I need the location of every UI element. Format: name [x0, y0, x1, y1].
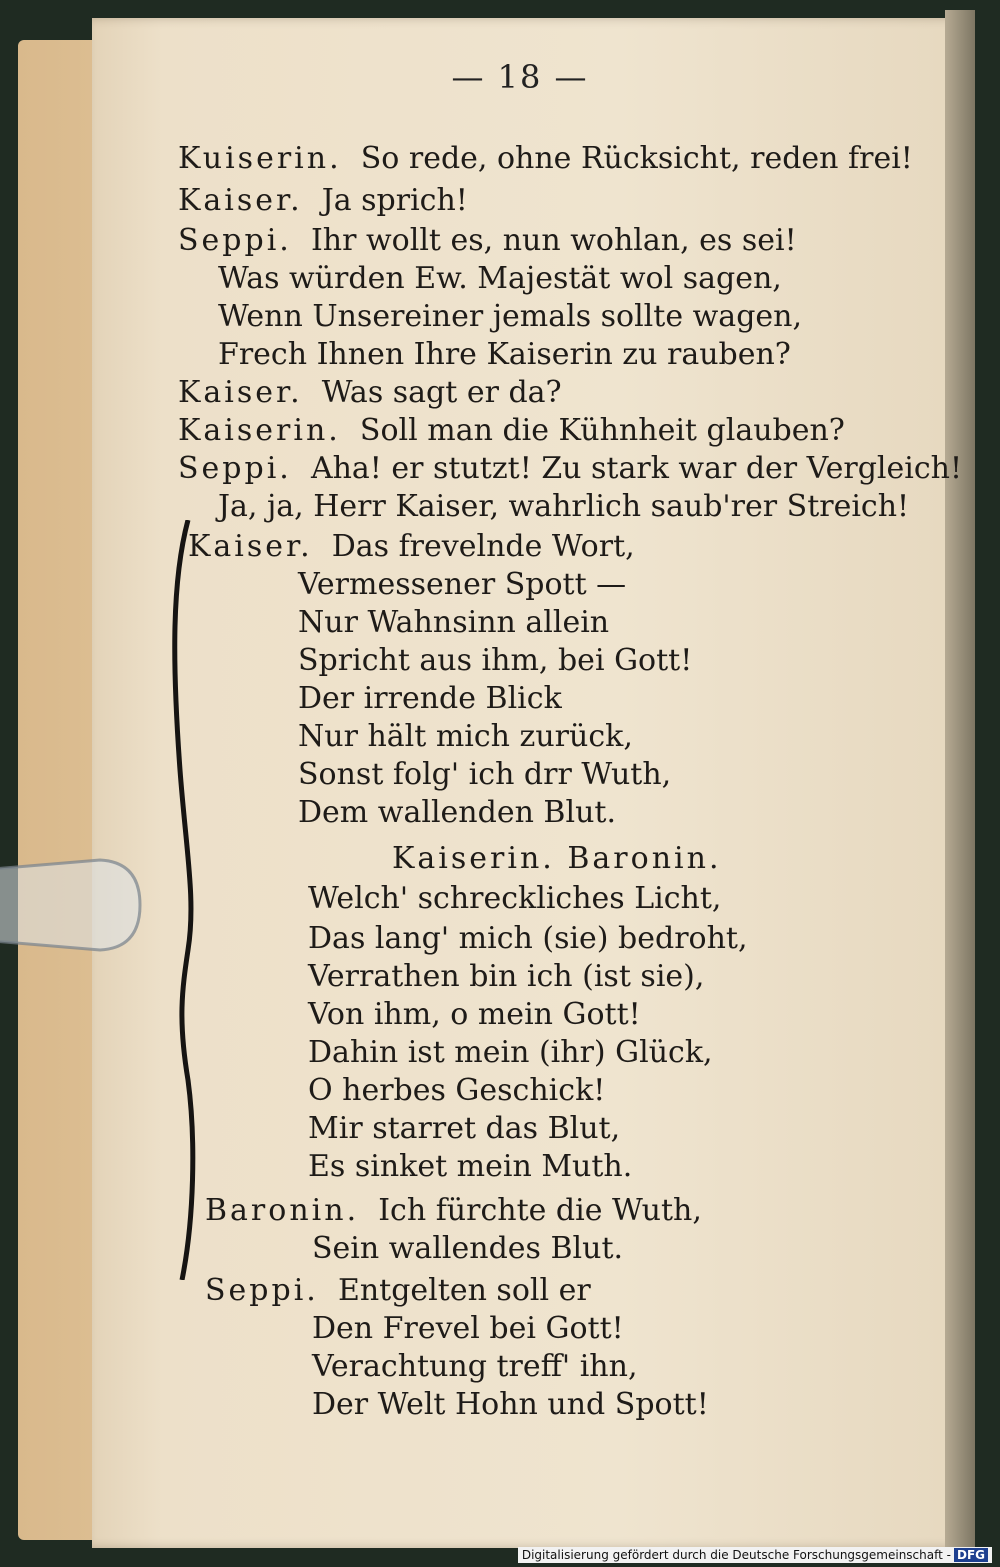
line-24	[308, 1034, 713, 1072]
speaker: Kuiserin.	[178, 141, 342, 176]
line-text: Verrathen bin ich (ist sie),	[308, 959, 705, 994]
line-text: Was sagt er da?	[321, 375, 562, 410]
line-text: Wenn Unsereiner jemals sollte wagen,	[218, 299, 803, 334]
line-29	[312, 1230, 623, 1268]
brace-mark	[170, 520, 210, 1280]
line-text: Sein wallendes Blut.	[312, 1231, 624, 1266]
line-text: Der Welt Hohn und Spott!	[312, 1387, 709, 1422]
line-text: Entgelten soll er	[337, 1273, 591, 1308]
footer-text: Digitalisierung gefördert durch die Deutsche Forschungsgemeinschaft -	[521, 1548, 951, 1562]
line-text: Nur hält mich zurück,	[298, 719, 633, 754]
line-text: Aha! er stutzt! Zu stark war der Vergleich!	[310, 451, 963, 486]
page-clip	[0, 840, 160, 970]
line-text: Ihr wollt es, nun wohlan, es sei!	[310, 223, 797, 258]
line-10	[218, 488, 909, 526]
line-33	[312, 1386, 709, 1424]
line-28	[205, 1192, 702, 1230]
line-text: Spricht aus ihm, bei Gott!	[298, 643, 693, 678]
line-13	[298, 604, 609, 642]
speaker: Kaiser.	[178, 375, 303, 410]
line-18	[298, 794, 616, 832]
line-text: Ja sprich!	[321, 183, 468, 218]
line-26	[308, 1110, 620, 1148]
line-20	[308, 880, 721, 918]
page-number: — 18 —	[451, 58, 589, 96]
speaker: Seppi.	[178, 451, 292, 486]
dfg-logo-icon: DFG	[954, 1548, 988, 1562]
line-text: O herbes Geschick!	[308, 1073, 606, 1108]
line-2	[178, 182, 468, 220]
line-text: Das lang' mich (sie) bedroht,	[308, 921, 748, 956]
line-27	[308, 1148, 632, 1186]
line-30	[205, 1272, 591, 1310]
line-text: Das frevelnde Wort,	[331, 529, 635, 564]
footer-credit	[518, 1547, 992, 1563]
line-text: Ja, ja, Herr Kaiser, wahrlich saub'rer Streich!	[218, 489, 910, 524]
line-31	[312, 1310, 624, 1348]
line-text: Mir starret das Blut,	[308, 1111, 621, 1146]
line-22	[308, 958, 704, 996]
line-text: Verachtung treff' ihn,	[312, 1349, 638, 1384]
line-23	[308, 996, 641, 1034]
line-text: Nur Wahnsinn allein	[298, 605, 610, 640]
speaker: Kaiserin.	[178, 413, 341, 448]
line-17	[298, 756, 671, 794]
page-gutter	[945, 10, 975, 1550]
speaker: Kaiser.	[188, 529, 313, 564]
line-text: Frech Ihnen Ihre Kaiserin zu rauben?	[218, 337, 791, 372]
line-text: Sonst folg' ich drr Wuth,	[298, 757, 672, 792]
line-12	[298, 566, 626, 604]
line-14	[298, 642, 692, 680]
line-text: Vermessener Spott —	[298, 567, 627, 602]
line-19	[392, 840, 721, 878]
line-text: Dem wallenden Blut.	[298, 795, 616, 830]
speaker: Seppi.	[205, 1273, 319, 1308]
line-text: Was würden Ew. Majestät wol sagen,	[218, 261, 782, 296]
line-text: So rede, ohne Rücksicht, reden frei!	[360, 141, 913, 176]
line-4	[218, 260, 782, 298]
line-text: Ich fürchte die Wuth,	[378, 1193, 702, 1228]
line-3	[178, 222, 797, 260]
line-7	[178, 374, 562, 412]
line-6	[218, 336, 791, 374]
line-16	[298, 718, 633, 756]
line-text: Der irrende Blick	[298, 681, 562, 716]
speaker: Kaiser.	[178, 183, 303, 218]
line-15	[298, 680, 562, 718]
line-text: Welch' schreckliches Licht,	[308, 881, 722, 916]
line-21	[308, 920, 748, 958]
line-text: Den Frevel bei Gott!	[312, 1311, 624, 1346]
line-text: Es sinket mein Muth.	[308, 1149, 633, 1184]
line-11	[188, 528, 635, 566]
line-25	[308, 1072, 605, 1110]
line-5	[218, 298, 802, 336]
line-1	[178, 140, 913, 178]
speaker: Baronin.	[205, 1193, 360, 1228]
line-text: Soll man die Kühnheit glauben?	[359, 413, 845, 448]
line-text: Von ihm, o mein Gott!	[308, 997, 641, 1032]
line-text: Dahin ist mein (ihr) Glück,	[308, 1035, 713, 1070]
line-8	[178, 412, 845, 450]
line-32	[312, 1348, 637, 1386]
line-text: Kaiserin. Baronin.	[392, 841, 722, 876]
speaker: Seppi.	[178, 223, 292, 258]
line-9	[178, 450, 962, 488]
